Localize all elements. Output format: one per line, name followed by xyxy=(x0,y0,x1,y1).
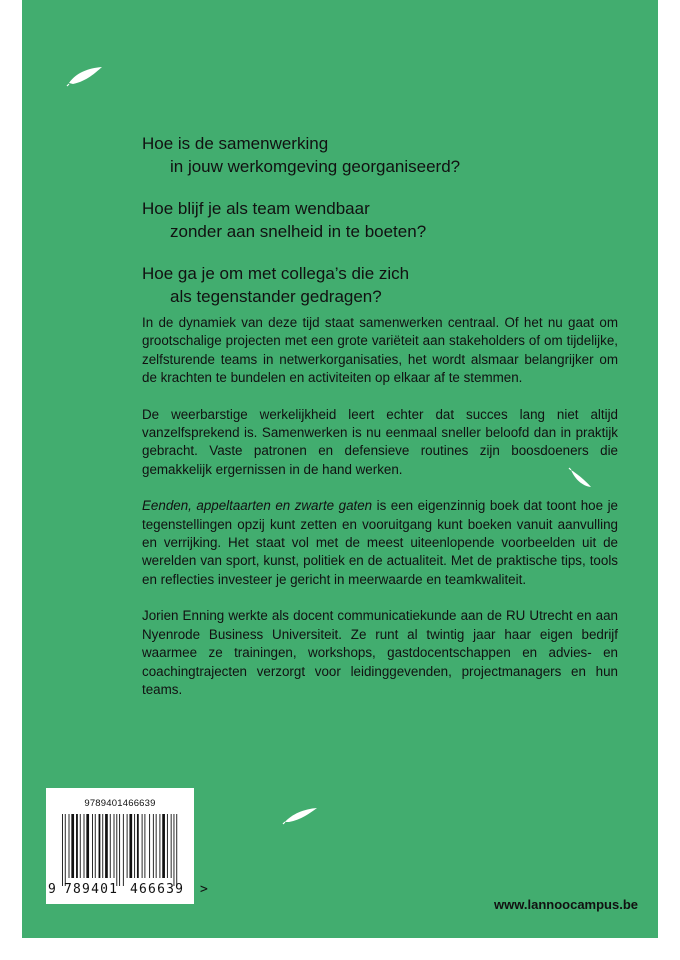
barcode-arrow: > xyxy=(200,882,208,897)
question xyxy=(142,262,612,308)
barcode-digit: 9 xyxy=(48,882,56,897)
author-bio: Jorien Enning werkte als docent communicatiekunde aan de RU Utrecht en aan Nyenrode Business Universiteit. Ze runt al twintig jaar haar eigen bedrijf waarmee ze trainingen, workshops, gastdocentschappen en advies- en coachingtrajecten verzorgt voor leidinggevenden, projectmanagers en hun teams. xyxy=(142,608,618,697)
paragraph: De weerbarstige werkelijkheid leert echter dat succes lang niet altijd vanzelfsprekend is. Samenwerken is nu eenmaal sneller beloofd dan in praktijk gebracht. Vaste patronen en defensieve routines zijn boosdoeners die gemakkelijk ergernissen in de hand werken. xyxy=(142,406,618,477)
barcode-group: 466639 xyxy=(130,882,185,897)
question-line: als tegenstander gedragen? xyxy=(170,287,382,306)
question-line: Hoe ga je om met collega’s die zich xyxy=(142,264,410,283)
book-title: Eenden, appeltaarten en zwarte gaten xyxy=(142,498,373,514)
question-line: Hoe blijf je als team wendbaar xyxy=(142,199,370,218)
question-line: in jouw werkomgeving georganiseerd? xyxy=(170,157,461,176)
isbn-number: 9789401466639 xyxy=(84,798,156,809)
blurb-text xyxy=(142,314,618,699)
feather-icon xyxy=(66,64,106,90)
back-cover xyxy=(22,0,658,938)
question-line: zonder aan snelheid in te boeten? xyxy=(170,222,427,241)
questions-block xyxy=(142,132,612,327)
paragraph xyxy=(142,497,618,589)
paragraph: In de dynamiek van deze tijd staat samenwerken centraal. Of het nu gaat om grootschalige projecten met een grote variëteit aan stakeholders of om tijdelijke, zelfsturende teams in netwerkorganisaties, het wordt alsmaar belangrijker om de krachten te bundelen en activiteiten op elkaar af te stemmen. xyxy=(142,315,618,386)
question xyxy=(142,197,612,243)
question xyxy=(142,132,612,178)
publisher-url[interactable]: www.lannoocampus.be xyxy=(494,897,638,912)
question-line: Hoe is de samenwerking xyxy=(142,134,329,153)
barcode-digits xyxy=(48,882,218,897)
barcode-group: 789401 xyxy=(64,882,119,897)
barcode xyxy=(46,788,208,904)
paragraph-text: is een eigenzinnig boek dat toont hoe je tegenstellingen opzij kunt zetten en vooruitgang kunt boeken vanuit aanvulling en verrijking. Het staat vol met de meest uiteenlopende voorbeelden uit de werelden van sport, kunst, politiek en de actualiteit. Met de praktische tips, tools en reflecties investeer je gericht in meerwaarde en teamkwaliteit. xyxy=(142,498,618,587)
feather-icon xyxy=(282,804,320,826)
